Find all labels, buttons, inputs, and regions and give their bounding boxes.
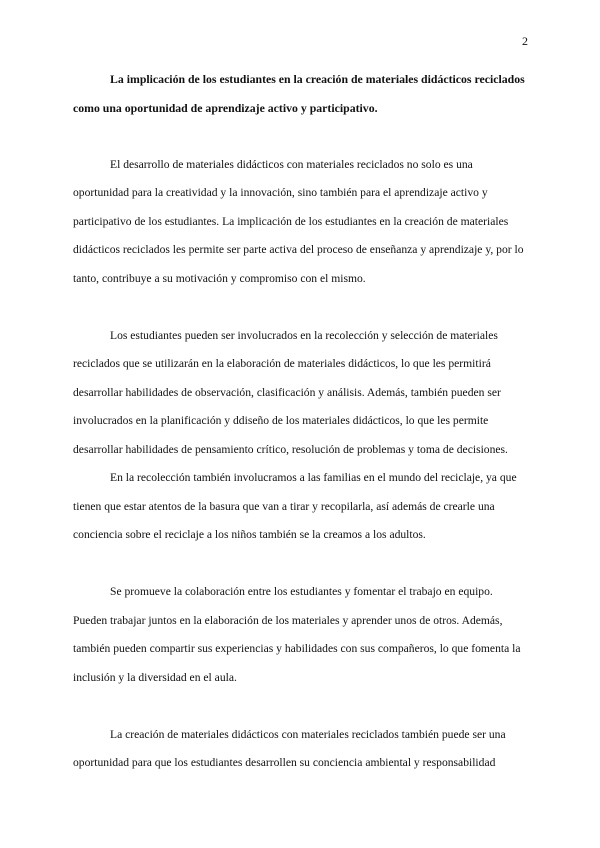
- paragraph-4: Se promueve la colaboración entre los estudiantes y fomentar el trabajo en equipo. Pueden trabajar juntos en la elaboración de los materiales y aprender unos de otros. Además, también pueden compartir sus experiencias y habilidades con sus compañeros, lo que fomenta la inclusión y la diversidad en el aula.: [73, 585, 521, 684]
- page-number: 2: [522, 34, 528, 48]
- paragraph-3: En la recolección también involucramos a las familias en el mundo del reciclaje, ya que tienen que estar atentos de la basura que van a tirar y recopilarla, así además de crearle una conciencia sobre el reciclaje a los niños también se la creamos a los adultos.: [73, 471, 517, 541]
- spacer: [73, 293, 527, 322]
- document-body: [73, 65, 527, 778]
- section-title: La implicación de los estudiantes en la creación de materiales didácticos reciclados como una oportunidad de aprendizaje activo y participativo.: [73, 72, 525, 115]
- paragraph-1: El desarrollo de materiales didácticos con materiales reciclados no solo es una oportunidad para la creatividad y la innovación, sino también para el aprendizaje activo y participativo de los estudiantes. La implicación de los estudiantes en la creación de materiales didácticos reciclados les permite ser parte activa del proceso de enseñanza y aprendizaje y, por lo tanto, contribuye a su motivación y compromiso con el mismo.: [73, 157, 524, 285]
- spacer: [73, 692, 527, 721]
- spacer: [73, 550, 527, 579]
- paragraph-2: Los estudiantes pueden ser involucrados en la recolección y selección de materiales reciclados que se utilizarán en la elaboración de materiales didácticos, lo que les permitirá desarrollar habilidades de observación, clasificación y análisis. Además, también pueden ser involucrados en la planificación y ddiseño de los materiales didácticos, lo que les permite desarrollar habilidades de pensamiento crítico, resolución de problemas y toma de decisiones.: [73, 328, 508, 456]
- spacer: [73, 122, 527, 151]
- paragraph-5: La creación de materiales didácticos con materiales reciclados también puede ser una oportunidad para que los estudiantes desarrollen su conciencia ambiental y responsabilidad: [73, 727, 506, 769]
